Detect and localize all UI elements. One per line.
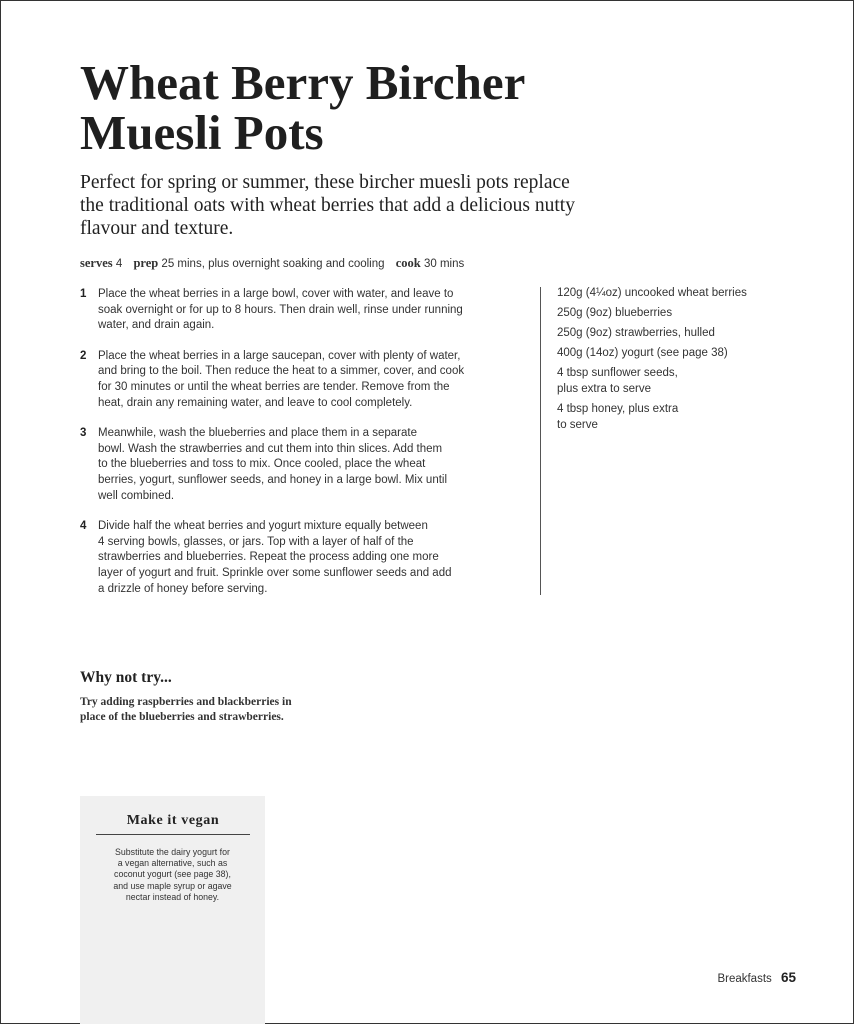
- ingredient-line: 120g (4¼oz) uncooked wheat berries: [557, 287, 747, 299]
- method-step: [80, 426, 525, 504]
- ingredient-line: 4 tbsp sunflower seeds,: [557, 367, 678, 380]
- serves-value: 4: [115, 258, 123, 270]
- method-steps: [80, 287, 525, 612]
- step-line: Divide half the wheat berries and yogurt mixture equally between: [98, 520, 428, 533]
- step-line: layer of yogurt and fruit. Sprinkle over some sunflower seeds and add: [98, 566, 452, 579]
- ingredient-item: [557, 326, 797, 342]
- method-step: [80, 287, 525, 334]
- prep-label: prep: [133, 256, 159, 270]
- ingredient-item: [557, 366, 797, 397]
- step-number: 4: [80, 520, 87, 533]
- step-line: well combined.: [98, 489, 175, 502]
- vegan-line: nectar instead of honey.: [125, 891, 220, 902]
- title-line: Muesli Pots: [80, 105, 324, 160]
- intro-line: the traditional oats with wheat berries that add a delicious nutty: [80, 195, 575, 216]
- step-number: 2: [80, 349, 87, 362]
- why-line: place of the blueberries and strawberries.: [80, 710, 284, 723]
- ingredients-list: [557, 286, 797, 438]
- step-line: Place the wheat berries in a large saucepan, cover with plenty of water,: [98, 349, 461, 362]
- title-line: Wheat Berry Bircher: [80, 55, 526, 110]
- ingredient-item: [557, 286, 797, 302]
- step-line: Place the wheat berries in a large bowl, cover with water, and leave to: [98, 288, 454, 300]
- ingredient-line: 400g (14oz) yogurt (see page 38): [557, 347, 728, 360]
- recipe-intro: [80, 171, 680, 240]
- step-line: for 30 minutes or until the wheat berries are tender. Remove from the: [98, 380, 450, 393]
- vegan-line: and use maple syrup or agave: [113, 880, 232, 891]
- step-line: water, and drain again.: [98, 319, 215, 332]
- page-number: 65: [780, 970, 796, 985]
- method-step: [80, 349, 525, 411]
- prep-value: 25 mins, plus overnight soaking and cooling: [161, 258, 385, 270]
- ingredient-line: 250g (9oz) strawberries, hulled: [557, 327, 715, 340]
- column-divider: [540, 287, 541, 595]
- footer-section: Breakfasts: [717, 973, 772, 985]
- step-line: heat, drain any remaining water, and leave to cool completely.: [98, 396, 413, 409]
- page-footer: [717, 970, 796, 985]
- vegan-line: a vegan alternative, such as: [117, 858, 228, 869]
- step-number: 1: [80, 288, 87, 300]
- why-not-try-text: [80, 695, 340, 724]
- method-step: [80, 519, 525, 597]
- ingredient-item: [557, 402, 797, 433]
- make-it-vegan-box: [80, 796, 265, 1024]
- vegan-line: coconut yogurt (see page 38),: [114, 869, 231, 880]
- step-line: berries, yogurt, sunflower seeds, and honey in a large bowl. Mix until: [98, 473, 448, 486]
- vegan-text: [100, 847, 245, 903]
- step-number: 3: [80, 427, 87, 440]
- ingredient-item: [557, 306, 797, 322]
- cook-value: 30 mins: [423, 258, 465, 270]
- step-line: strawberries and blueberries. Repeat the process adding one more: [98, 551, 439, 564]
- ingredient-line: to serve: [557, 418, 598, 431]
- ingredient-item: [557, 346, 797, 362]
- ingredient-line: plus extra to serve: [557, 382, 651, 395]
- step-line: and bring to the boil. Then reduce the heat to a simmer, cover, and cook: [98, 365, 465, 378]
- intro-line: Perfect for spring or summer, these bircher muesli pots replace: [80, 172, 570, 193]
- step-line: soak overnight or for up to 8 hours. Then drain well, rinse under running: [98, 303, 463, 316]
- why-line: Try adding raspberries and blackberries in: [80, 696, 292, 708]
- serves-label: serves: [80, 256, 113, 270]
- why-not-try-heading: Why not try...: [80, 669, 172, 686]
- ingredient-line: 250g (9oz) blueberries: [557, 307, 673, 320]
- step-line: 4 serving bowls, glasses, or jars. Top with a layer of half of the: [98, 535, 414, 548]
- step-line: bowl. Wash the strawberries and cut them into thin slices. Add them: [98, 442, 443, 455]
- intro-line: flavour and texture.: [80, 218, 234, 239]
- ingredient-line: 4 tbsp honey, plus extra: [557, 403, 679, 416]
- vegan-heading: Make it vegan: [96, 813, 250, 835]
- step-line: Meanwhile, wash the blueberries and place them in a separate: [98, 427, 417, 440]
- step-line: to the blueberries and toss to mix. Once cooled, place the wheat: [98, 458, 426, 471]
- cook-label: cook: [395, 256, 421, 270]
- recipe-meta: [80, 256, 560, 271]
- step-line: a drizzle of honey before serving.: [98, 582, 268, 595]
- recipe-title: [80, 55, 700, 160]
- vegan-line: Substitute the dairy yogurt for: [115, 847, 230, 857]
